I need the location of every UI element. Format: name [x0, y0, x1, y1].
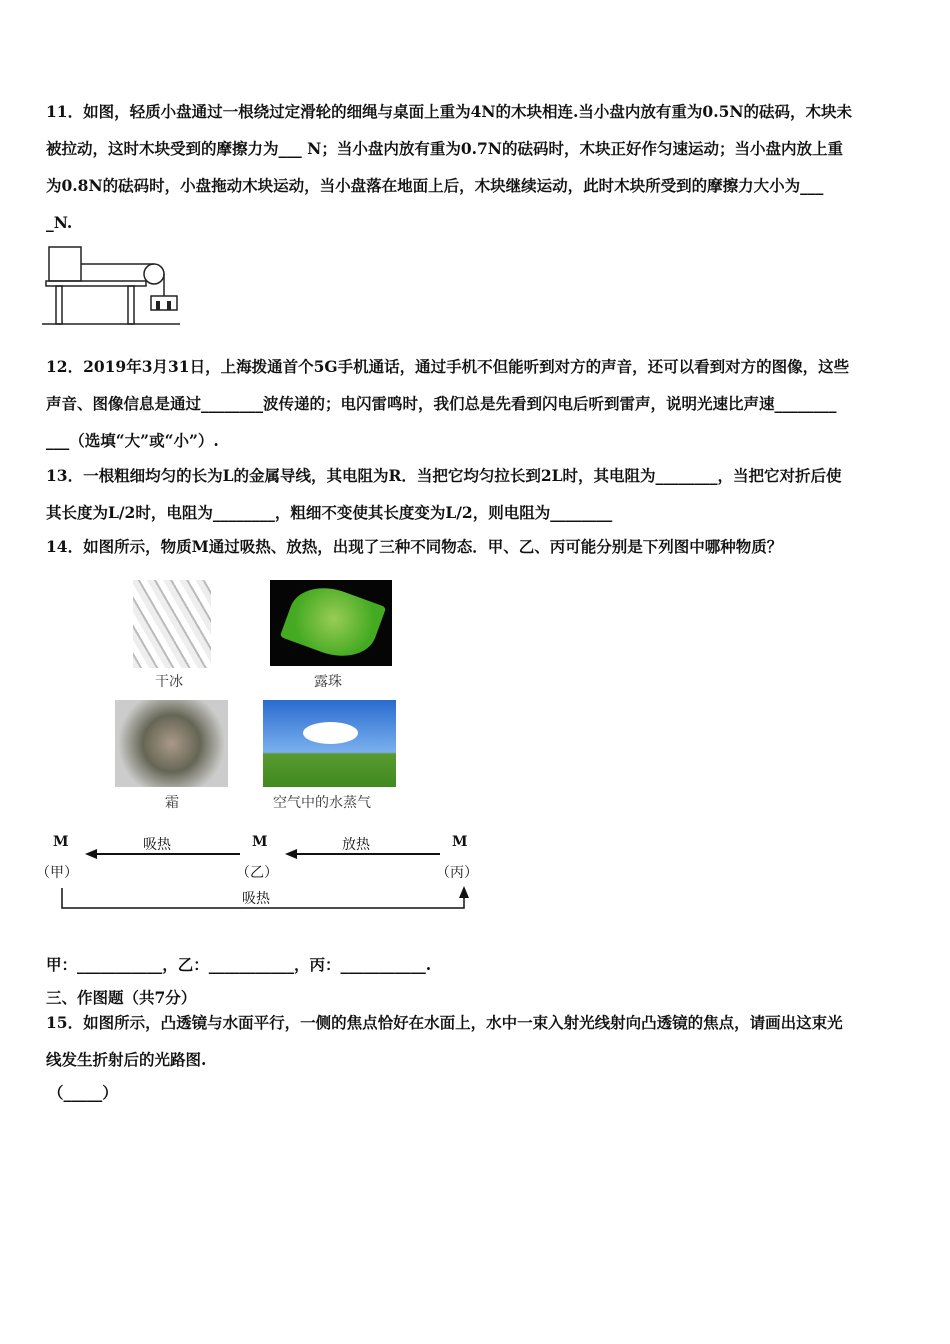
q11-line-1: 11．如图，轻质小盘通过一根绕过定滑轮的细绳与桌面上重为4N的木块相连.当小盘内放有重为0.5N的砝码，木块未	[46, 102, 853, 121]
q13-line-2: 其长度为L/2时，电阻为________，粗细不变使其长度变为L/2，则电阻为________	[46, 503, 613, 522]
dry-ice-image	[133, 580, 211, 668]
q14-answer-line: 甲：___________，乙：___________，丙：___________.	[46, 955, 432, 974]
q13-line-1: 13．一根粗细均匀的长为L的金属导线，其电阻为R．当把它均匀拉长到2L时，其电阻为________，当把它对折后使	[46, 466, 842, 485]
state-bing: （丙）	[436, 865, 478, 881]
arrow-label-release: 放热	[342, 837, 370, 853]
arrow-label-absorb-2: 吸热	[242, 891, 270, 907]
section-3-heading: 三、作图题（共7分）	[46, 988, 197, 1007]
state-yi: （乙）	[236, 865, 278, 881]
q11-line-2: 被拉动，这时木块受到的摩擦力为___ N；当小盘内放有重为0.7N的砝码时，木块正好作匀速运动；当小盘内放上重	[46, 139, 843, 158]
frost-image	[115, 700, 228, 787]
pulley-table-figure	[40, 240, 190, 335]
q15-line-2: 线发生折射后的光路图.	[46, 1050, 207, 1069]
q11-line-3: 为0.8N的砝码时，小盘拖动木块运动，当小盘落在地面上后，木块继续运动，此时木块所受到的摩擦力大小为___	[46, 176, 824, 195]
q12-line-3: ___（选填“大”或“小”）.	[46, 431, 219, 450]
q15-answer-blank: （_____）	[48, 1083, 118, 1102]
q14-question: 14．如图所示，物质M通过吸热、放热，出现了三种不同物态．甲、乙、丙可能分别是下列图中哪种物质？	[46, 537, 783, 556]
state-jia: （甲）	[36, 865, 78, 881]
arrow-label-absorb-1: 吸热	[143, 837, 171, 853]
m-label-jia: M	[53, 834, 69, 850]
m-label-bing: M	[452, 834, 468, 850]
q12-line-2: 声音、图像信息是通过________波传递的；电闪雷鸣时，我们总是先看到闪电后听到雷声，说明光速比声速________	[46, 394, 837, 413]
caption-dew: 露珠	[314, 674, 342, 690]
caption-water-vapor: 空气中的水蒸气	[273, 795, 371, 811]
water-vapor-sky-image	[263, 700, 396, 787]
caption-frost: 霜	[165, 795, 179, 811]
m-label-yi: M	[252, 834, 268, 850]
dew-leaf-image	[270, 580, 392, 666]
caption-dry-ice: 干冰	[155, 674, 183, 690]
q15-line-1: 15．如图所示，凸透镜与水面平行，一侧的焦点恰好在水面上，水中一束入射光线射向凸透镜的焦点，请画出这束光	[46, 1013, 843, 1032]
q11-line-4: _N.	[46, 213, 73, 232]
q12-line-1: 12．2019年3月31日，上海拨通首个5G手机通话，通过手机不但能听到对方的声音，还可以看到对方的图像，这些	[46, 357, 850, 376]
